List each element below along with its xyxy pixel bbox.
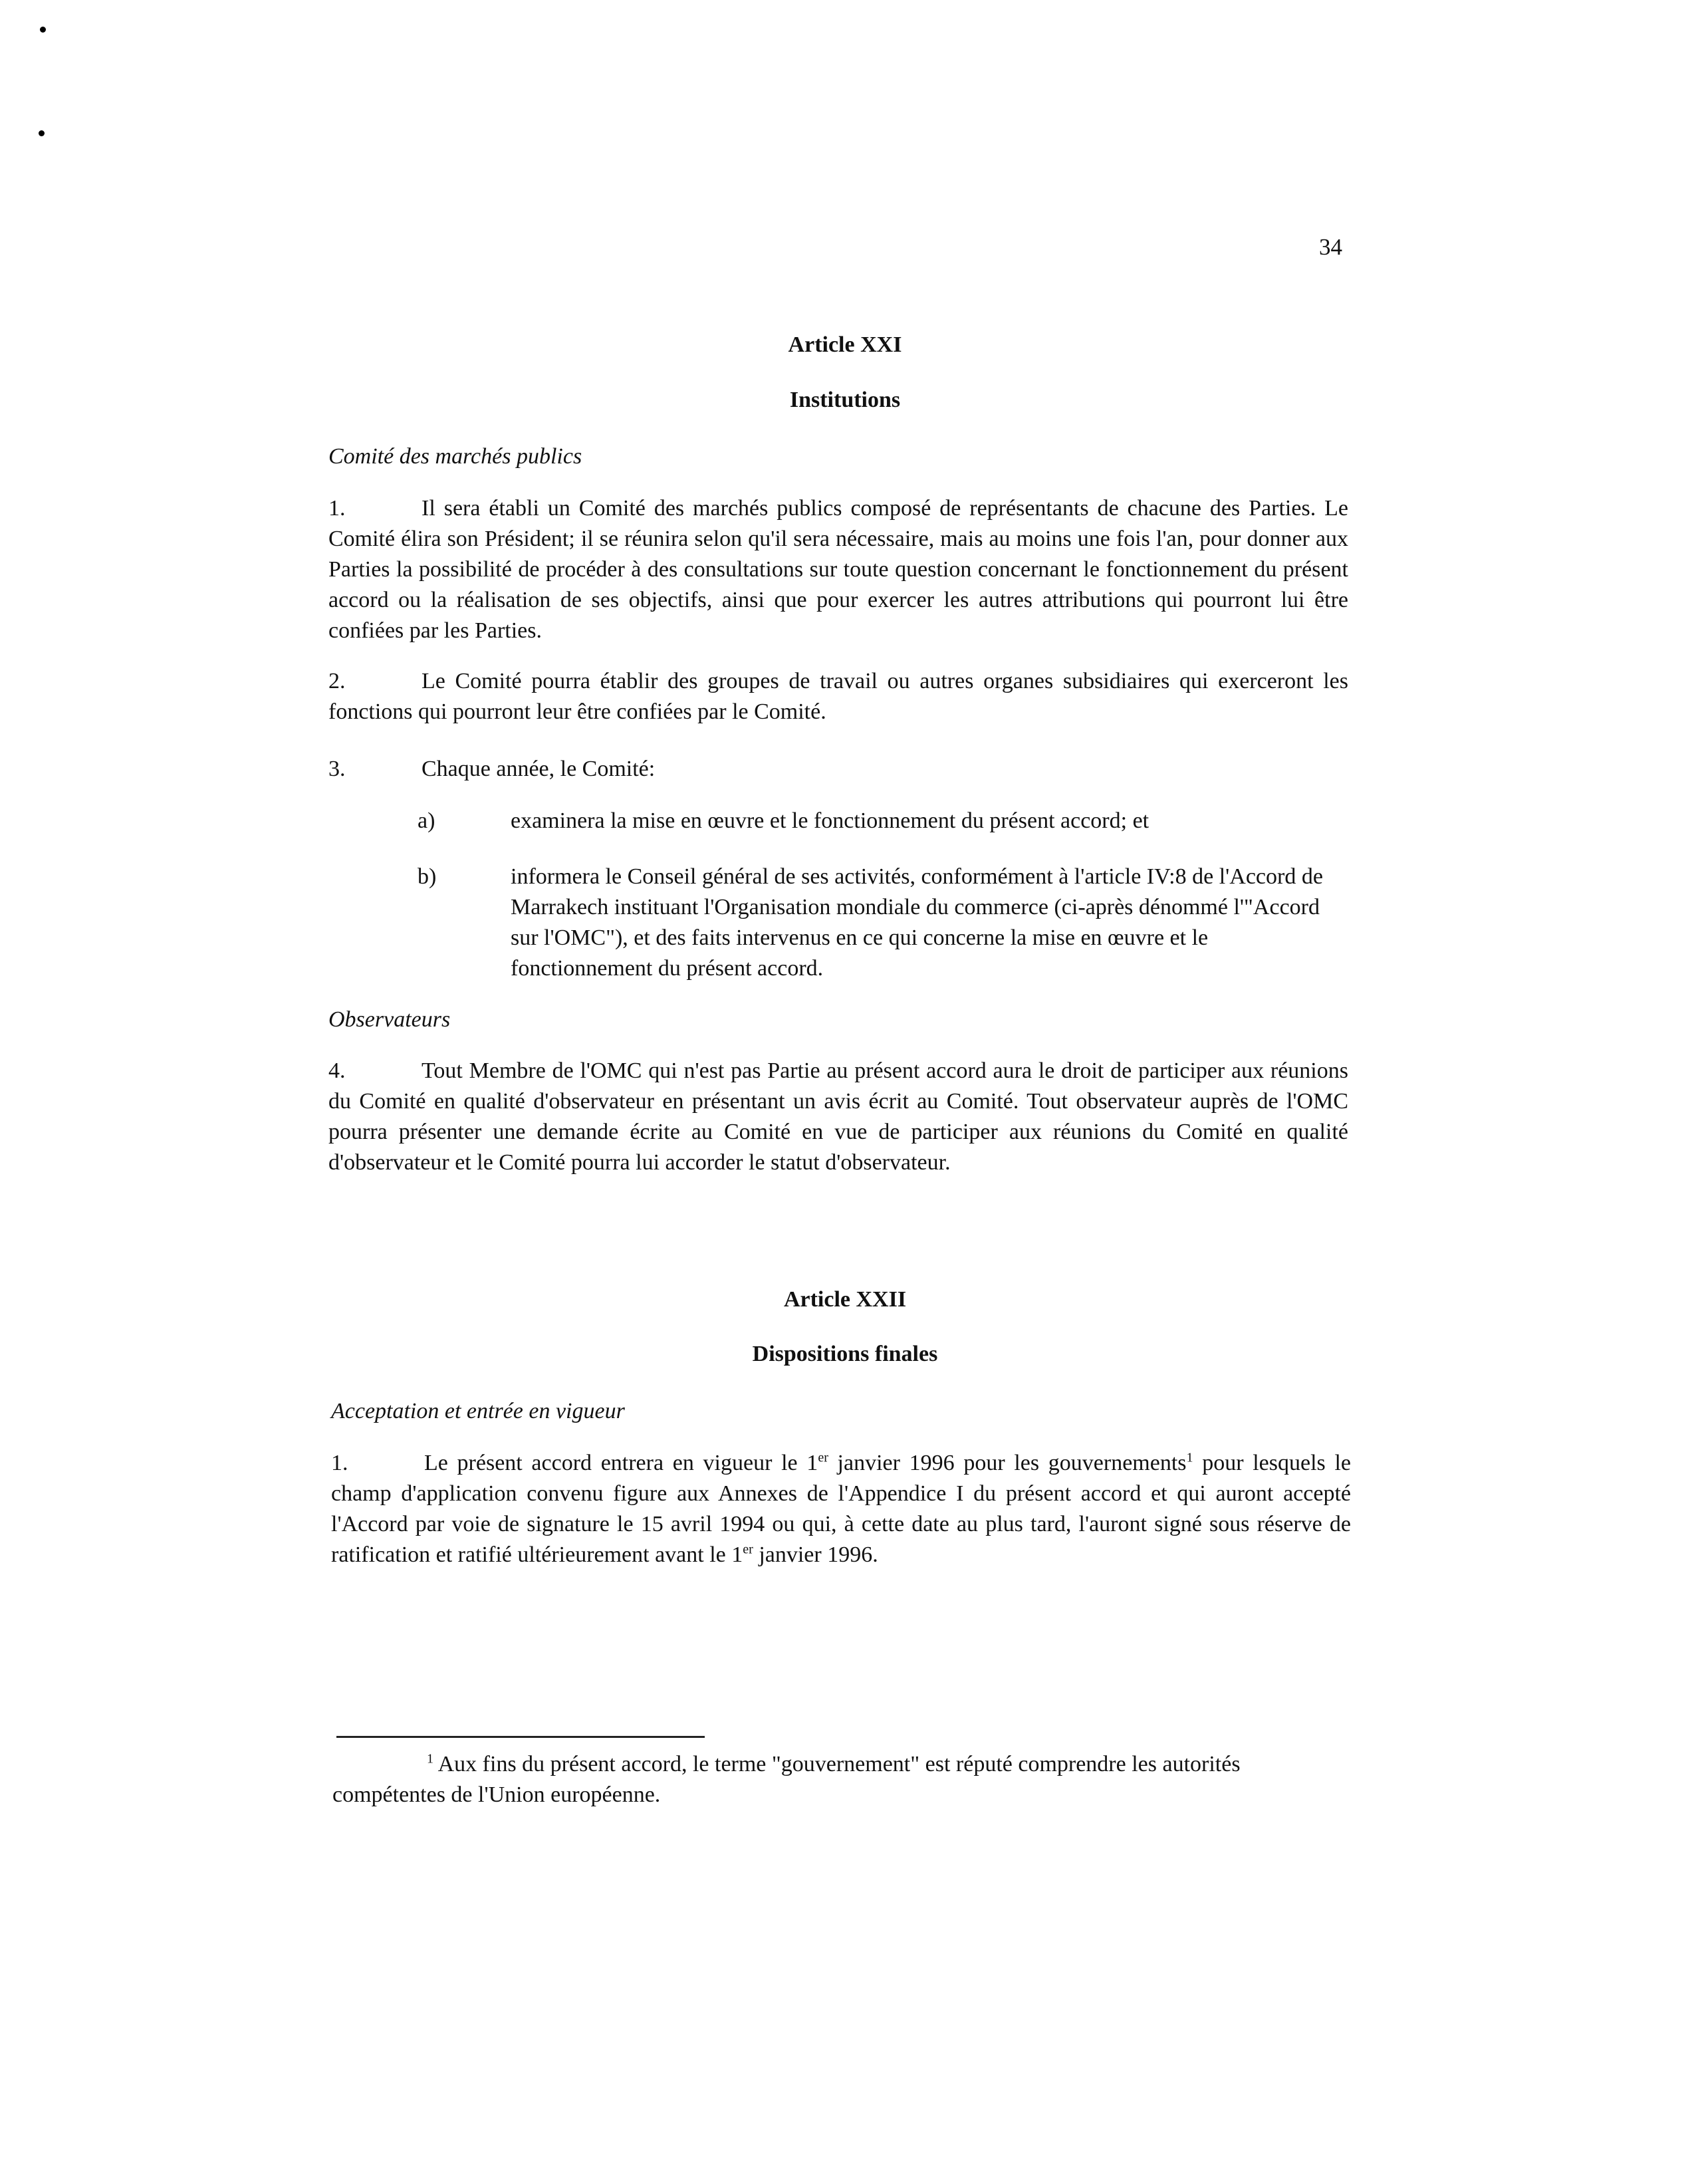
scan-mark-second — [39, 130, 45, 136]
paragraph-text: Le présent accord entrera en vigueur le 1 — [424, 1451, 818, 1475]
page-number: 34 — [1319, 234, 1342, 260]
section-heading-committee: Comité des marchés publics — [328, 444, 582, 469]
paragraph-21-2 — [328, 666, 1348, 727]
scan-mark-top — [40, 27, 46, 33]
paragraph-text: Il sera établi un Comité des marchés publics composé de représentants de chacune des Parties. Le Comité élira son Président; il se réunira selon qu'il sera nécessaire, mais au moins une fois l'an, pour donner aux Parties la possibilité de procéder à des consultations sur toute question concernant le fonctionnement du présent accord ou la réalisation de ses objectifs, ainsi que pour exercer les autres attributions qui pourront lui être confiées par les Parties. — [328, 496, 1348, 643]
list-item-a — [418, 806, 1336, 839]
article-21-subtitle: Institutions — [789, 388, 901, 412]
footnote — [332, 1749, 1303, 1810]
paragraph-22-1 — [331, 1448, 1351, 1570]
footnote-reference: 1 — [1186, 1450, 1193, 1465]
footnote-separator — [336, 1736, 705, 1738]
paragraph-number: 2. — [328, 669, 346, 693]
article-22-title: Article XXII — [783, 1287, 907, 1312]
paragraph-number: 1. — [331, 1451, 348, 1475]
ordinal-superscript: er — [818, 1450, 828, 1465]
list-item-b — [418, 862, 1336, 988]
paragraph-21-1 — [328, 493, 1348, 646]
paragraph-number: 1. — [328, 496, 346, 521]
footnote-text: Aux fins du présent accord, le terme "gouvernement" est réputé comprendre les autorités compétentes de l'Union européenne. — [332, 1752, 1241, 1807]
paragraph-21-3 — [328, 754, 1348, 785]
paragraph-text: janvier 1996. — [753, 1542, 878, 1567]
paragraph-number: 4. — [328, 1058, 346, 1083]
list-item-text: examinera la mise en œuvre et le fonctionnement du présent accord; et — [511, 808, 1149, 833]
article-22-subtitle: Dispositions finales — [752, 1342, 938, 1366]
paragraph-number: 3. — [328, 757, 346, 781]
paragraph-text: pour lesquels le champ d'application convenu figure aux Annexes de l'Appendice I du présent accord et qui auront accepté l'Accord par voie de signature le 15 avril 1994 ou qui, à cette date au plus tard, l'auront signé sous réserve de ratification et ratifié ultérieurement avant le 1 — [331, 1451, 1351, 1567]
article-21-title: Article XXI — [788, 332, 902, 357]
ordinal-superscript: er — [743, 1542, 753, 1557]
list-item-label: a) — [418, 808, 435, 833]
paragraph-text: janvier 1996 pour les gouvernements — [828, 1451, 1187, 1475]
list-item-label: b) — [418, 864, 437, 889]
section-heading-observers: Observateurs — [328, 1007, 451, 1032]
paragraph-21-4 — [328, 1056, 1348, 1178]
paragraph-text: Le Comité pourra établir des groupes de travail ou autres organes subsidiaires qui exerceront les fonctions qui pourront leur être confiées par le Comité. — [328, 669, 1348, 724]
footnote-marker: 1 — [427, 1751, 433, 1766]
paragraph-text: Chaque année, le Comité: — [422, 757, 656, 781]
list-item-text: informera le Conseil général de ses activités, conformément à l'article IV:8 de l'Accord de Marrakech instituant l'Organisation mondiale du commerce (ci-après dénommé l'"Accord sur l'OMC"), et des faits intervenus en ce qui concerne la mise en œuvre et le fonctionnement du présent accord. — [511, 864, 1323, 981]
section-heading-acceptance: Acceptation et entrée en vigueur — [331, 1399, 625, 1423]
paragraph-text: Tout Membre de l'OMC qui n'est pas Partie au présent accord aura le droit de participer aux réunions du Comité en qualité d'observateur en présentant un avis écrit au Comité. Tout observateur auprès de l'OMC pourra présenter une demande écrite au Comité en vue de participer aux réunions du Comité en qualité d'observateur et le Comité pourra lui accorder le statut d'observateur. — [328, 1058, 1348, 1175]
